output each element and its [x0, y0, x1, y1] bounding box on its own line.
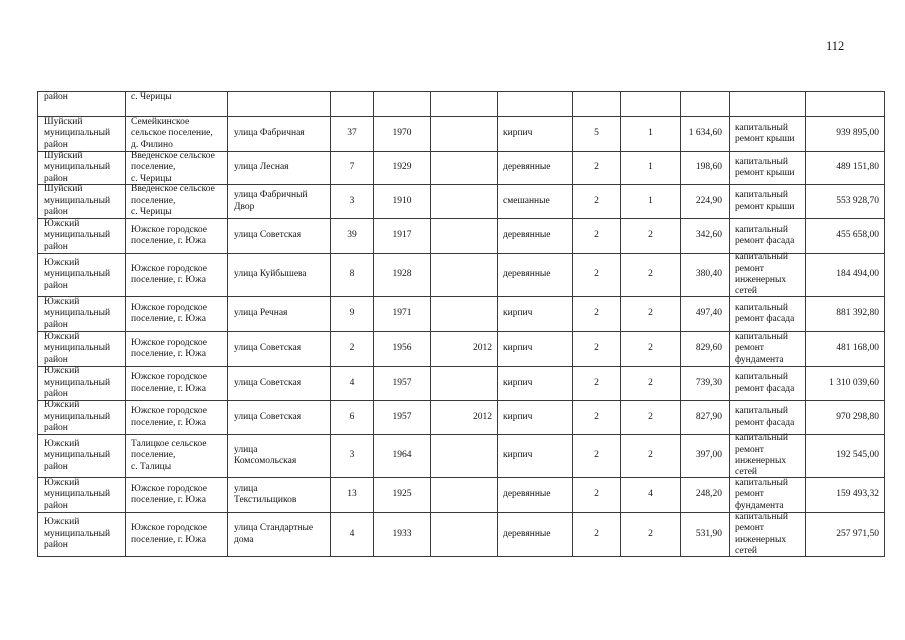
cell-work-type: капитальный ремонт фасада — [730, 367, 806, 401]
cell-floors: 2 — [573, 478, 621, 513]
cell-street: улица Речная — [228, 297, 331, 332]
cell-street: улица Фабричный Двор — [228, 185, 331, 219]
cell-settlement: Введенское сельское поселение, с. Черицы — [126, 185, 228, 219]
cell-cost: 455 658,00 — [806, 219, 885, 254]
cell-floors: 2 — [573, 401, 621, 435]
cell-settlement: Южское городское поселение, г. Южа — [126, 513, 228, 557]
cell-area: 248,20 — [681, 478, 730, 513]
cell-work-type: капитальный ремонт инженерных сетей — [730, 435, 806, 478]
cell-area — [681, 92, 730, 117]
cell-floors: 2 — [573, 254, 621, 297]
cell-house-number: 7 — [331, 152, 374, 185]
cell-year-overhaul — [431, 478, 498, 513]
cell-district: Шуйский муниципальный район — [38, 117, 126, 152]
cell-entrances: 2 — [621, 254, 681, 297]
cell-year-overhaul — [431, 185, 498, 219]
cell-year-built: 1956 — [374, 332, 431, 367]
cell-year-overhaul — [431, 254, 498, 297]
cell-area: 829,60 — [681, 332, 730, 367]
data-table — [37, 91, 885, 557]
cell-cost: 489 151,80 — [806, 152, 885, 185]
cell-wall-material: кирпич — [498, 332, 573, 367]
cell-floors: 2 — [573, 297, 621, 332]
cell-cost — [806, 92, 885, 117]
cell-year-overhaul — [431, 513, 498, 557]
cell-house-number: 4 — [331, 367, 374, 401]
cell-year-built: 1971 — [374, 297, 431, 332]
cell-wall-material: деревянные — [498, 254, 573, 297]
cell-work-type: капитальный ремонт инженерных сетей — [730, 513, 806, 557]
cell-house-number: 3 — [331, 185, 374, 219]
cell-floors: 5 — [573, 117, 621, 152]
cell-cost: 257 971,50 — [806, 513, 885, 557]
cell-entrances: 1 — [621, 185, 681, 219]
cell-district: Южский муниципальный район — [38, 401, 126, 435]
cell-year-built: 1917 — [374, 219, 431, 254]
cell-year-overhaul: 2012 — [431, 332, 498, 367]
cell-area: 342,60 — [681, 219, 730, 254]
cell-house-number: 8 — [331, 254, 374, 297]
cell-work-type: капитальный ремонт крыши — [730, 117, 806, 152]
cell-district: Южский муниципальный район — [38, 297, 126, 332]
cell-entrances: 1 — [621, 117, 681, 152]
cell-district: Шуйский муниципальный район — [38, 152, 126, 185]
cell-work-type: капитальный ремонт крыши — [730, 152, 806, 185]
cell-street: улица Советская — [228, 401, 331, 435]
cell-cost: 939 895,00 — [806, 117, 885, 152]
cell-settlement: с. Черицы — [126, 92, 228, 117]
cell-cost: 184 494,00 — [806, 254, 885, 297]
cell-floors: 2 — [573, 152, 621, 185]
cell-entrances: 2 — [621, 367, 681, 401]
cell-floors: 2 — [573, 435, 621, 478]
cell-district: Южский муниципальный район — [38, 332, 126, 367]
cell-work-type: капитальный ремонт фасада — [730, 401, 806, 435]
cell-floors: 2 — [573, 367, 621, 401]
cell-wall-material: кирпич — [498, 367, 573, 401]
cell-year-overhaul — [431, 435, 498, 478]
cell-district: Шуйский муниципальный район — [38, 185, 126, 219]
cell-house-number — [331, 92, 374, 117]
cell-house-number: 3 — [331, 435, 374, 478]
cell-street: улица Советская — [228, 367, 331, 401]
cell-year-overhaul: 2012 — [431, 401, 498, 435]
cell-wall-material: кирпич — [498, 297, 573, 332]
page-number: 112 — [826, 39, 845, 53]
cell-settlement: Южское городское поселение, г. Южа — [126, 401, 228, 435]
cell-year-overhaul — [431, 117, 498, 152]
cell-street: улица Текстильщиков — [228, 478, 331, 513]
cell-district: район — [38, 92, 126, 117]
cell-house-number: 37 — [331, 117, 374, 152]
cell-area: 497,40 — [681, 297, 730, 332]
cell-work-type — [730, 92, 806, 117]
cell-house-number: 39 — [331, 219, 374, 254]
cell-floors — [573, 92, 621, 117]
cell-area: 198,60 — [681, 152, 730, 185]
cell-district: Южский муниципальный район — [38, 513, 126, 557]
cell-street: улица Лесная — [228, 152, 331, 185]
cell-entrances: 2 — [621, 332, 681, 367]
cell-cost: 553 928,70 — [806, 185, 885, 219]
cell-cost: 881 392,80 — [806, 297, 885, 332]
cell-street: улица Советская — [228, 219, 331, 254]
cell-settlement: Южское городское поселение, г. Южа — [126, 478, 228, 513]
cell-wall-material: деревянные — [498, 478, 573, 513]
cell-entrances: 2 — [621, 513, 681, 557]
cell-settlement: Семейкинское сельское поселение, д. Филино — [126, 117, 228, 152]
cell-wall-material: деревянные — [498, 513, 573, 557]
cell-year-overhaul — [431, 219, 498, 254]
cell-wall-material: деревянные — [498, 219, 573, 254]
cell-entrances: 2 — [621, 435, 681, 478]
cell-district: Южский муниципальный район — [38, 254, 126, 297]
cell-house-number: 13 — [331, 478, 374, 513]
cell-district: Южский муниципальный район — [38, 435, 126, 478]
cell-area: 531,90 — [681, 513, 730, 557]
cell-cost: 159 493,32 — [806, 478, 885, 513]
cell-year-built: 1933 — [374, 513, 431, 557]
cell-area: 380,40 — [681, 254, 730, 297]
cell-house-number: 9 — [331, 297, 374, 332]
cell-year-overhaul — [431, 92, 498, 117]
cell-settlement: Южское городское поселение, г. Южа — [126, 332, 228, 367]
cell-year-built: 1970 — [374, 117, 431, 152]
cell-settlement: Южское городское поселение, г. Южа — [126, 254, 228, 297]
cell-year-overhaul — [431, 367, 498, 401]
cell-area: 397,00 — [681, 435, 730, 478]
cell-work-type: капитальный ремонт фундамента — [730, 478, 806, 513]
cell-entrances: 4 — [621, 478, 681, 513]
cell-year-built: 1929 — [374, 152, 431, 185]
cell-entrances: 1 — [621, 152, 681, 185]
cell-work-type: капитальный ремонт фасада — [730, 219, 806, 254]
cell-wall-material: кирпич — [498, 435, 573, 478]
cell-area: 1 634,60 — [681, 117, 730, 152]
cell-floors: 2 — [573, 219, 621, 254]
cell-house-number: 2 — [331, 332, 374, 367]
cell-floors: 2 — [573, 513, 621, 557]
cell-floors: 2 — [573, 332, 621, 367]
cell-cost: 970 298,80 — [806, 401, 885, 435]
cell-street: улица Советская — [228, 332, 331, 367]
cell-settlement: Южское городское поселение, г. Южа — [126, 219, 228, 254]
cell-entrances: 2 — [621, 401, 681, 435]
cell-wall-material: кирпич — [498, 117, 573, 152]
cell-year-built: 1928 — [374, 254, 431, 297]
cell-cost: 481 168,00 — [806, 332, 885, 367]
cell-area: 827,90 — [681, 401, 730, 435]
cell-house-number: 6 — [331, 401, 374, 435]
cell-wall-material: кирпич — [498, 401, 573, 435]
cell-settlement: Южское городское поселение, г. Южа — [126, 367, 228, 401]
cell-floors: 2 — [573, 185, 621, 219]
cell-area: 224,90 — [681, 185, 730, 219]
cell-year-overhaul — [431, 152, 498, 185]
cell-street — [228, 92, 331, 117]
cell-year-overhaul — [431, 297, 498, 332]
cell-work-type: капитальный ремонт инженерных сетей — [730, 254, 806, 297]
cell-work-type: капитальный ремонт крыши — [730, 185, 806, 219]
cell-street: улица Куйбышева — [228, 254, 331, 297]
cell-year-built: 1957 — [374, 367, 431, 401]
cell-work-type: капитальный ремонт фасада — [730, 297, 806, 332]
cell-year-built: 1957 — [374, 401, 431, 435]
cell-district: Южский муниципальный район — [38, 219, 126, 254]
cell-work-type: капитальный ремонт фундамента — [730, 332, 806, 367]
cell-wall-material: смешанные — [498, 185, 573, 219]
cell-settlement: Талицкое сельское поселение, с. Талицы — [126, 435, 228, 478]
cell-year-built: 1925 — [374, 478, 431, 513]
cell-district: Южский муниципальный район — [38, 478, 126, 513]
cell-wall-material — [498, 92, 573, 117]
cell-house-number: 4 — [331, 513, 374, 557]
cell-settlement: Введенское сельское поселение, с. Черицы — [126, 152, 228, 185]
cell-district: Южский муниципальный район — [38, 367, 126, 401]
cell-entrances: 2 — [621, 219, 681, 254]
cell-year-built: 1910 — [374, 185, 431, 219]
cell-street: улица Стандартные дома — [228, 513, 331, 557]
cell-year-built — [374, 92, 431, 117]
cell-street: улица Комсомольская — [228, 435, 331, 478]
cell-cost: 1 310 039,60 — [806, 367, 885, 401]
cell-cost: 192 545,00 — [806, 435, 885, 478]
cell-area: 739,30 — [681, 367, 730, 401]
cell-street: улица Фабричная — [228, 117, 331, 152]
cell-year-built: 1964 — [374, 435, 431, 478]
cell-entrances: 2 — [621, 297, 681, 332]
cell-settlement: Южское городское поселение, г. Южа — [126, 297, 228, 332]
cell-wall-material: деревянные — [498, 152, 573, 185]
cell-entrances — [621, 92, 681, 117]
